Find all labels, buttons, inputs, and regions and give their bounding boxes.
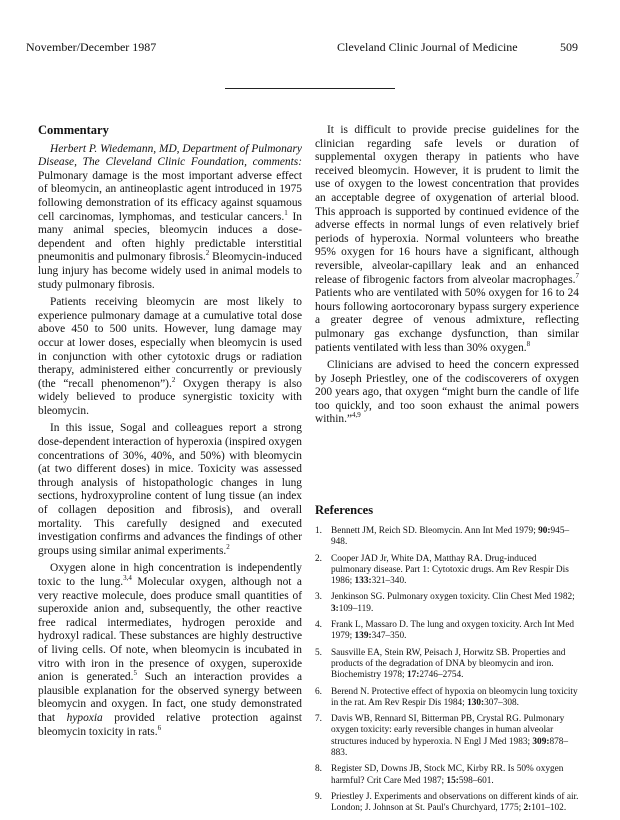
paragraph-4: Oxygen alone in high concentration is independently toxic to the lung.$^{3,4}$ Molecular oxygen, although not a very reactive molecule, does produce small quantities of superoxide anion and, subsequently, the other reactive free radical intermediates, hydrogen peroxide and hydroxyl radical. These substances are highly destructive of living cells. Of note, when bleomycin is incubated in vitro with iron in the presence of oxygen, superoxide anion is generated.$^5$ Such an interaction provides a plausible explanation for the observed synergy between bleomycin and oxygen. In fact, one study demonstrated that hypoxia provided relative protection against bleomycin toxicity in rats.$^6$ — [38, 562, 302, 738]
reference-item: 5. Sausville EA, Stein RW, Peisach J, Horwitz SB. Properties and products of the degradation of DNA by bleomycin and iron. Biochemistry 1978; 17:2746–2754. — [315, 647, 566, 681]
page-number: 509 — [560, 40, 578, 54]
reference-item: 3. Jenkinson SG. Pulmonary oxygen toxicity. Clin Chest Med 1982; 3:109–119. — [315, 592, 575, 614]
journal-name: Cleveland Clinic Journal of Medicine — [337, 40, 518, 54]
paragraph-2: Patients receiving bleomycin are most likely to experience pulmonary damage at a cumulative total dose above 450 to 500 units. However, lung damage may occur at lower doses, especially when bleomycin is used in conjunction with other cytotoxic drugs or radiation therapy, administered either concurrently or previously (the “recall phenomenon”).$^2$ Oxygen therapy is also widely believed to produce synergistic toxicity with bleomycin. — [38, 296, 302, 417]
reference-item: 1. Bennett JM, Reich SD. Bleomycin. Ann Int Med 1979; 90:945–948. — [315, 526, 570, 548]
reference-item: 7. Davis WB, Rennard SI, Bitterman PB, Crystal RG. Pulmonary oxygen toxicity: early reversible changes in human alveolar structures induced by hyperoxia. N Engl J Med 1983; 309:878–883. — [315, 714, 569, 759]
commentary-heading: Commentary — [38, 123, 109, 137]
paragraph-5: It is difficult to provide precise guidelines for the clinician regarding safe levels or duration of supplemental oxygen therapy in patients who have received bleomycin. However, it is prudent to limit the use of oxygen to the lowest concentration that provides an acceptable degree of oxygenation of arterial blood. This approach is supported by continued evidence of the adverse effects in normal lungs of even relatively brief periods of hyperoxia. Normal volunteers who breathe 95% oxygen for 16 hours have a significant, although reversible, alveolar-capillary leak and an enhanced release of fibrogenic factors from alveolar macrophages.$^7$ Patients who are ventilated with 50% oxygen for 16 to 24 hours following aortocoronary bypass surgery experience a greater degree of venous admixture, reflecting pulmonary gas exchange dysfunction, than similar patients ventilated with less than 30% oxygen.$^8$ — [315, 124, 579, 354]
reference-item: 2. Cooper JAD Jr, White DA, Matthay RA. Drug-induced pulmonary disease. Part 1: Cytotoxic drugs. Am Rev Respir Dis 1986; 133:321–340. — [315, 553, 569, 587]
references-section — [315, 503, 579, 820]
issue-date: November/December 1987 — [26, 40, 157, 54]
reference-item: 9. Priestley J. Experiments and observations on different kinds of air. London; J. Johnson at St. Paul's Churchyard, 1775; 2:101–102. — [315, 791, 579, 814]
header-divider — [225, 88, 395, 89]
author-byline: Herbert P. Wiedemann, MD, Department of Pulmonary Disease, The Cleveland Clinic Foundation, comments — [38, 142, 302, 169]
paragraph-3: In this issue, Sogal and colleagues report a strong dose-dependent interaction of hyperoxia (inspired oxygen concentrations of 30%, 40%, and 50%) with bleomycin (at two different doses) in mice. Toxicity was assessed through analysis of histopathologic changes in lung sections, hydroxyproline content of lung tissue (an index of collagen deposition and fibrosis), and overall mortality. This carefully designed and executed investigation confirms and advances the findings of other groups using similar animal experiments.$^2$ — [38, 422, 302, 557]
reference-item: 6. Berend N. Protective effect of hypoxia on bleomycin lung toxicity in the rat. Am Rev Respir Dis 1984; 130:307–308. — [315, 686, 578, 708]
running-header — [0, 40, 620, 60]
left-column — [38, 124, 302, 743]
references-heading: References — [315, 503, 374, 517]
paragraph-1: Herbert P. Wiedemann, MD, Department of Pulmonary Disease, The Cleveland Clinic Foundation, comments: Pulmonary damage is the most important adverse effect of bleomycin, an antineoplastic agent introduced in 1975 following demonstration of its efficacy against squamous cell carcinomas, lymphomas, and testicular cancers.$^1$ In many animal species, bleomycin induces a dose-dependent and often highly predictable interstitial pneumonitis and pulmonary fibrosis.$^2$ Bleomycin-induced lung injury has become widely used in animal models to study pulmonary fibrosis. — [38, 142, 302, 291]
reference-item: 8. Register SD, Downs JB, Stock MC, Kirby RR. Is 50% oxygen harmful? Crit Care Med 1987; 15:598–601. — [315, 764, 564, 786]
references-list — [315, 526, 579, 815]
reference-item: 4. Frank L, Massaro D. The lung and oxygen toxicity. Arch Int Med 1979; 139:347–350. — [315, 620, 574, 642]
paragraph-6: Clinicians are advised to heed the concern expressed by Joseph Priestley, one of the codiscoverers of oxygen 200 years ago, that oxygen “might burn the candle of life too quickly, and too soon exhaust the animal powers within.”$^{4,9}$ — [315, 359, 579, 426]
right-column — [315, 124, 579, 431]
